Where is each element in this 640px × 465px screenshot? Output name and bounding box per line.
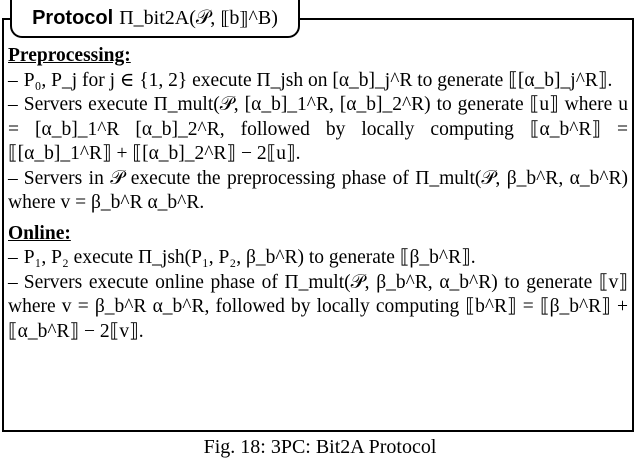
list-item: – Servers execute online phase of Π_mult(𝒫, β_b^R, α_b^R) to generate ⟦v⟧ where v = β_b^R α_b^R, followed by locally computing ⟦b^R⟧ = ⟦β_b^R⟧ + ⟦α_b^R⟧ − 2⟦v⟧. bbox=[8, 271, 628, 342]
protocol-content bbox=[8, 44, 628, 344]
protocol-keyword: Protocol bbox=[32, 6, 114, 29]
list-item: – P₀, P_j for j ∈ {1, 2} execute Π_jsh on [α_b]_j^R to generate ⟦[α_b]_j^R⟧. bbox=[8, 69, 613, 91]
section-title-preprocessing: Preprocessing: bbox=[8, 45, 131, 66]
list-item: – Servers execute Π_mult(𝒫, [α_b]_1^R, [α_b]_2^R) to generate ⟦u⟧ where u = [α_b]_1^R [α_b]_2^R, followed by locally computing ⟦α_b^R⟧ = ⟦[α_b]_1^R⟧ + ⟦[α_b]_2^R⟧ − 2⟦u⟧. bbox=[8, 94, 628, 164]
figure-caption: Fig. 18: 3PC: Bit2A Protocol bbox=[203, 436, 437, 458]
list-item: – P₁, P₂ execute Π_jsh(P₁, P₂, β_b^R) to generate ⟦β_b^R⟧. bbox=[8, 247, 476, 268]
section-title-online: Online: bbox=[8, 222, 71, 244]
protocol-signature: Π_bit2A(𝒫, ⟦b⟧^B) bbox=[119, 6, 278, 29]
protocol-header bbox=[10, 0, 300, 38]
list-item: – Servers in 𝒫 execute the preprocessing phase of Π_mult(𝒫, β_b^R, α_b^R) where v = β_b^R α_b^R. bbox=[8, 167, 628, 213]
